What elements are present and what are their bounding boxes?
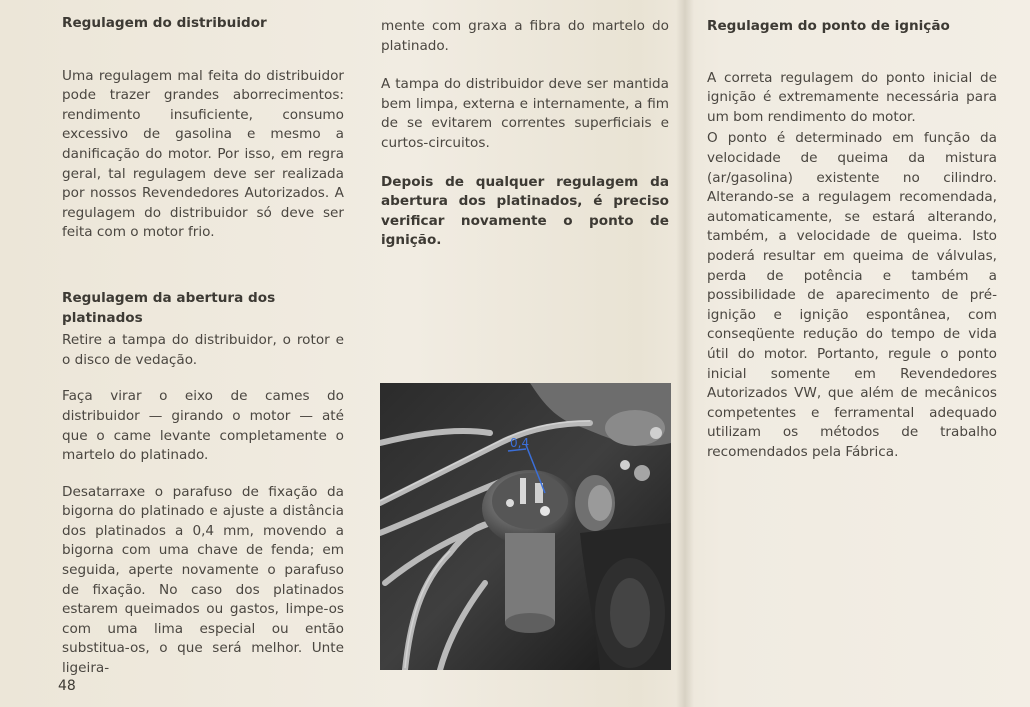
middle-column <box>381 17 669 251</box>
paragraph-turn-camshaft: Faça virar o eixo de cames do distribuidor — girando o motor — até que o came levante completamente o martelo do platinado. <box>62 388 344 464</box>
paragraph-timing-details: O ponto é determinado em função da velocidade de queima da mistura (ar/gasolina) existente no cilindro. Alterando-se a regulagem recomendada, automaticamente, se estará alterando, também, a velocidade de queima. Isto poderá resultar em queima de válvulas, perda de potência e também a possibilidade de aparecimento de pré-ignição e ignição espontânea, com conseqüente redução do tempo de vida útil do motor. Portanto, regule o ponto inicial somente em Revendedores Autorizados VW, que além de mecânicos competentes e ferramental adequado utilizam os métodos de trabalho recomendados pela Fábrica. <box>707 130 997 460</box>
distributor-photo <box>380 383 671 670</box>
paragraph-timing-importance: A correta regulagem do ponto inicial de ignição é extremamente necessária para um bom rendimento do motor. <box>707 69 997 125</box>
right-column <box>707 17 997 462</box>
engine-distributor-illustration <box>380 383 671 670</box>
paragraph-remove-cap: Retire a tampa do distribuidor, o rotor e o disco de vedação. <box>62 332 344 368</box>
gap-measurement-label: 0,4 <box>510 436 530 450</box>
page-number: 48 <box>58 678 76 694</box>
page-fold <box>676 0 694 707</box>
paragraph-adjust-gap: Desatarraxe o parafuso de fixação da bigorna do platinado e ajuste a distância dos platinados a 0,4 mm, movendo a bigorna com uma chave de fenda; em seguida, aperte novamente o parafuso de fixação. No caso dos platinados estarem queimados ou gastos, limpe-os com uma lima especial ou então substitua-os, o que será melhor. Unte ligeira- <box>62 483 344 677</box>
paragraph-check-ignition-warning: Depois de qualquer regulagem da abertura dos platinados, é preciso verificar novamente o ponto de ignição. <box>381 173 669 249</box>
heading-points-gap: Regulagem da abertura dos platinados <box>62 289 276 326</box>
paragraph-distributor-intro: Uma regulagem mal feita do distribuidor pode trazer grandes aborrecimentos: rendimento insuficiente, consumo excessivo de gasolina e mesmo a danificação do motor. Por isso, em regra geral, tal regulagem deve ser realizada por nossos Revendedores Autorizados. A regulagem do distribuidor só deve ser feita com o motor frio. <box>62 67 344 241</box>
heading-distributor-adjustment: Regulagem do distribuidor <box>62 15 267 31</box>
paragraph-clean-cap: A tampa do distribuidor deve ser mantida bem limpa, externa e internamente, a fim de se evitarem correntes superficiais e curtos-circuitos. <box>381 76 669 151</box>
paragraph-grease-fiber: mente com graxa a fibra do martelo do platinado. <box>381 18 669 54</box>
heading-ignition-timing: Regulagem do ponto de ignição <box>707 18 950 34</box>
left-column <box>62 14 344 679</box>
